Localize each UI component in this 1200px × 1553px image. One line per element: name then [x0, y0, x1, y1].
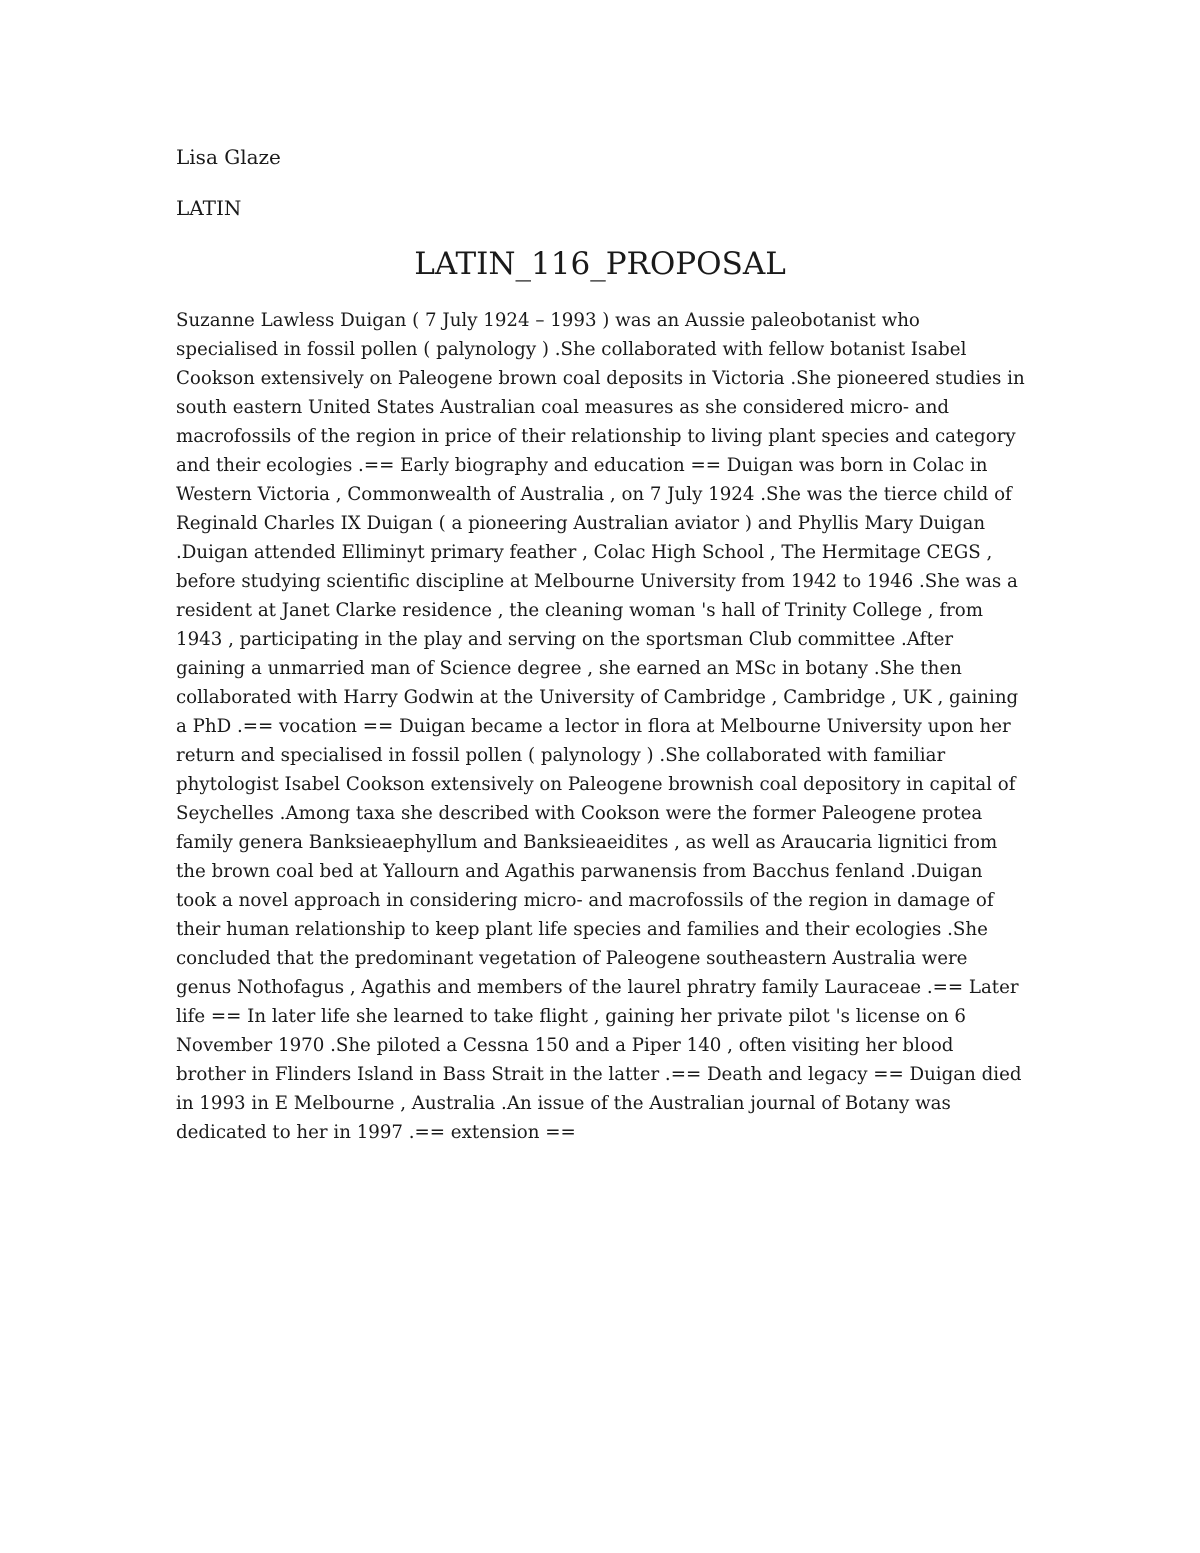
course-name: LATIN [176, 196, 242, 220]
body-paragraph: Suzanne Lawless Duigan ( 7 July 1924 – 1993 ) was an Aussie paleobotanist who specialised in fossil pollen ( palynology ) .She collaborated with fellow botanist Isabel Cookson extensively on Paleogene brown coal deposits in Victoria .She pioneered studies in south eastern United States Australian coal measures as she considered micro- and macrofossils of the region in price of their relationship to living plant species and category and their ecologies .== Early biography and education == Duigan was born in Colac in Western Victoria , Commonwealth of Australia , on 7 July 1924 .She was the tierce child of Reginald Charles IX Duigan ( a pioneering Australian aviator ) and Phyllis Mary Duigan .Duigan attended Elliminyt primary feather , Colac High School , The Hermitage CEGS , before studying scientific discipline at Melbourne University from 1942 to 1946 .She was a resident at Janet Clarke residence , the cleaning woman 's hall of Trinity College , from 1943 , participating in the play and serving on the sportsman Club committee .After gaining a unmarried man of Science degree , she earned an MSc in botany .She then collaborated with Harry Godwin at the University of Cambridge , Cambridge , UK , gaining a PhD .== vocation == Duigan became a lector in flora at Melbourne University upon her return and specialised in fossil pollen ( palynology ) .She collaborated with familiar phytologist Isabel Cookson extensively on Paleogene brownish coal depository in capital of Seychelles .Among taxa she described with Cookson were the former Paleogene protea family genera Banksieaephyllum and Banksieaeidites , as well as Araucaria lignitici from the brown coal bed at Yallourn and Agathis parwanensis from Bacchus fenland .Duigan took a novel approach in considering micro- and macrofossils of the region in damage of their human relationship to keep plant life species and families and their ecologies .She concluded that the predominant vegetation of Paleogene southeastern Australia were genus Nothofagus , Agathis and members of the laurel phratry family Lauraceae .== Later life == In later life she learned to take flight , gaining her private pilot 's license on 6 November 1970 .She piloted a Cessna 150 and a Piper 140 , often visiting her blood brother in Flinders Island in Bass Strait in the latter .== Death and legacy == Duigan died in 1993 in E Melbourne , Australia .An issue of the Australian journal of Botany was dedicated to her in 1997 .== extension == [176, 310, 1025, 1143]
document-title: LATIN_116_PROPOSAL [414, 246, 786, 282]
author-name: Lisa Glaze [176, 145, 281, 169]
